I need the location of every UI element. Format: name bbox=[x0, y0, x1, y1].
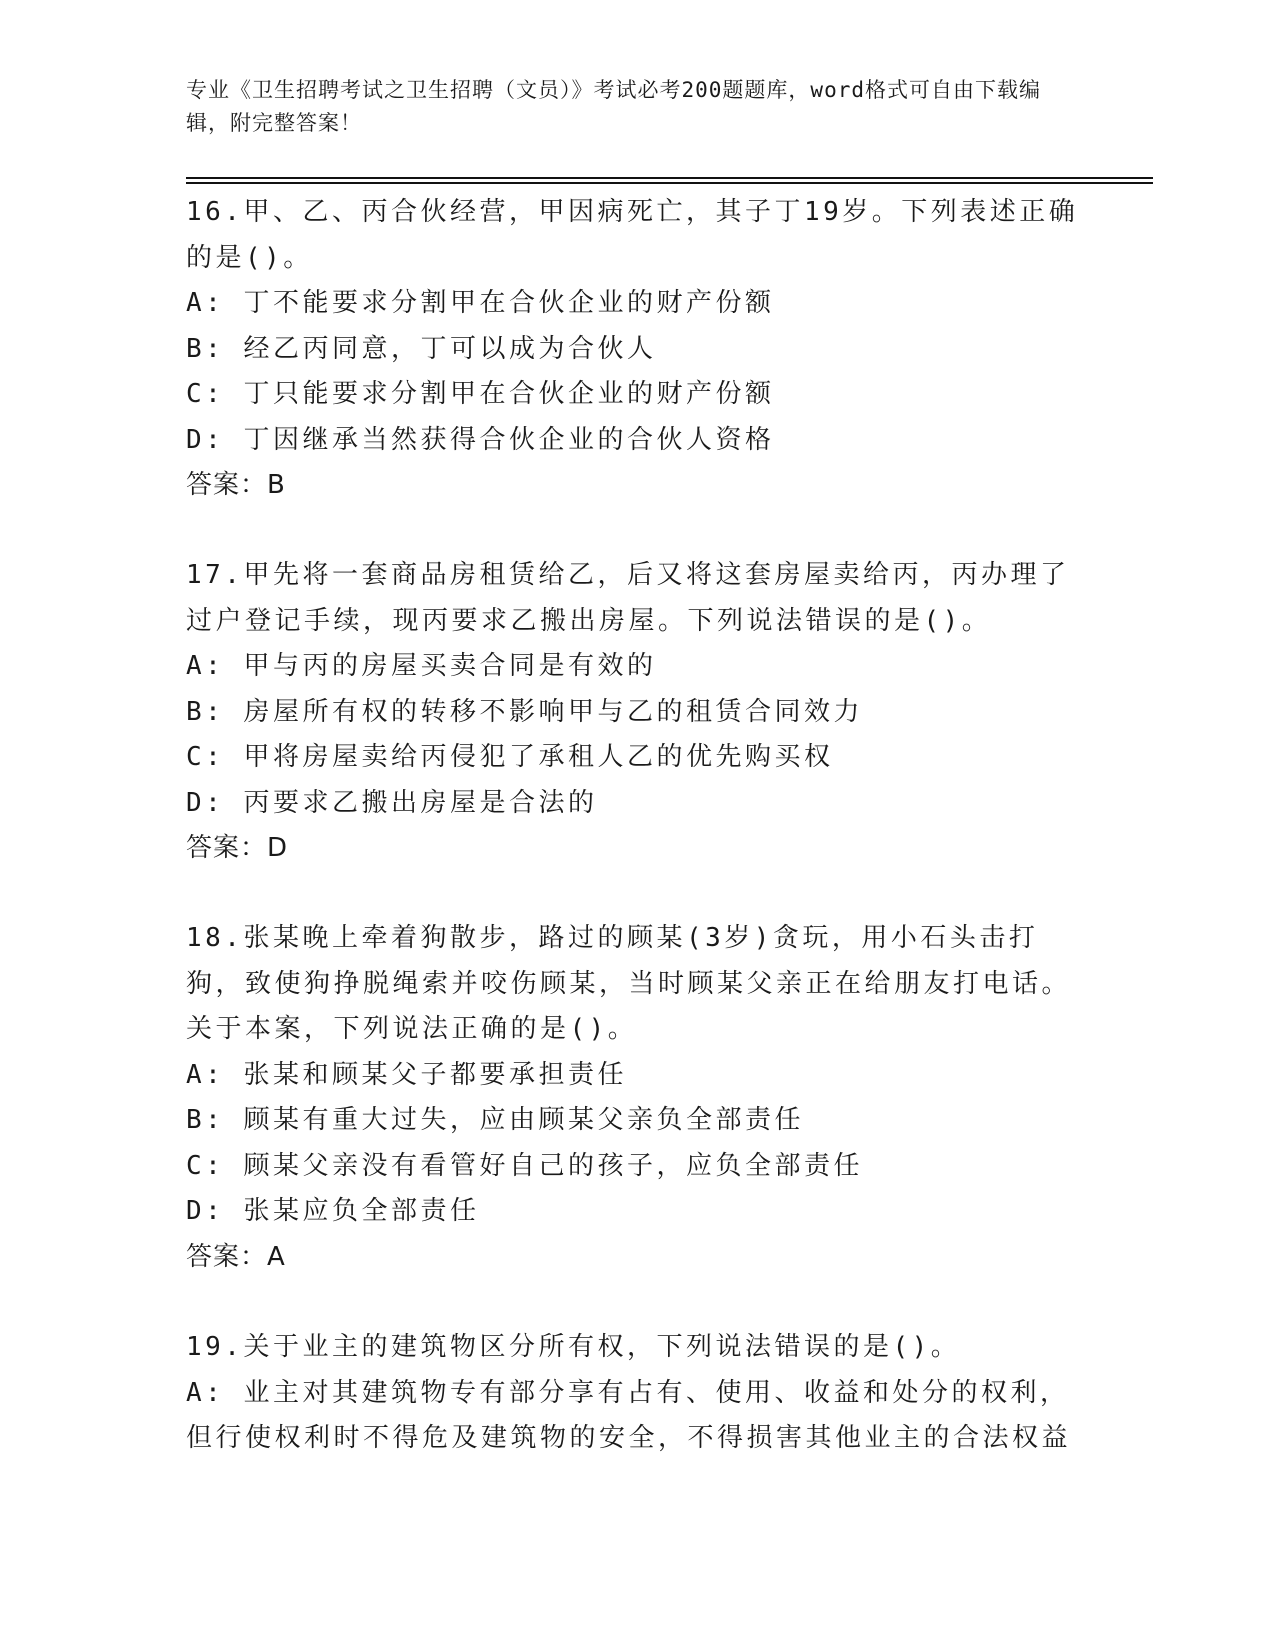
option-a: A: 丁不能要求分割甲在合伙企业的财产份额 bbox=[186, 288, 775, 318]
option-d: D: 张某应负全部责任 bbox=[186, 1196, 480, 1226]
answer-line: 答案：B bbox=[186, 470, 286, 500]
option-b: B: 顾某有重大过失，应由顾某父亲负全部责任 bbox=[186, 1105, 804, 1135]
option-a: A: 张某和顾某父子都要承担责任 bbox=[186, 1059, 627, 1090]
question-16 bbox=[186, 190, 1086, 509]
option-c: C: 甲将房屋卖给丙侵犯了承租人乙的优先购买权 bbox=[186, 742, 834, 772]
document-header: 专业《卫生招聘考试之卫生招聘（文员）》考试必考200题题库，word格式可自由下载编辑，附完整答案！ bbox=[186, 78, 1041, 135]
header-rule-top bbox=[186, 177, 1153, 179]
option-b: B: 经乙丙同意，丁可以成为合伙人 bbox=[186, 333, 657, 364]
answer-line: 答案：A bbox=[186, 1241, 286, 1272]
option-c: C: 顾某父亲没有看管好自己的孩子，应负全部责任 bbox=[186, 1150, 863, 1181]
question-stem: 18.张某晚上牵着狗散步，路过的顾某(3岁)贪玩，用小石头击打狗，致使狗挣脱绳索并咬伤顾某，当时顾某父亲正在给朋友打电话。关于本案，下列说法正确的是()。 bbox=[186, 923, 1072, 1044]
question-18 bbox=[186, 916, 1086, 1280]
question-stem: 17.甲先将一套商品房租赁给乙，后又将这套房屋卖给丙，丙办理了过户登记手续，现丙要求乙搬出房屋。下列说法错误的是()。 bbox=[186, 560, 1070, 636]
question-17 bbox=[186, 553, 1086, 872]
option-d: D: 丁因继承当然获得合伙企业的合伙人资格 bbox=[186, 424, 775, 455]
option-a: A: 业主对其建筑物专有部分享有占有、使用、收益和处分的权利，但行使权利时不得危及建筑物的安全，不得损害其他业主的合法权益 bbox=[186, 1377, 1072, 1453]
option-d: D: 丙要求乙搬出房屋是合法的 bbox=[186, 787, 598, 818]
question-19 bbox=[186, 1325, 1086, 1462]
question-stem: 19.关于业主的建筑物区分所有权，下列说法错误的是()。 bbox=[186, 1332, 961, 1362]
answer-line: 答案：D bbox=[186, 833, 289, 863]
option-c: C: 丁只能要求分割甲在合伙企业的财产份额 bbox=[186, 379, 775, 409]
option-b: B: 房屋所有权的转移不影响甲与乙的租赁合同效力 bbox=[186, 696, 863, 727]
option-a: A: 甲与丙的房屋买卖合同是有效的 bbox=[186, 651, 657, 681]
question-stem: 16.甲、乙、丙合伙经营，甲因病死亡，其子丁19岁。下列表述正确的是()。 bbox=[186, 197, 1079, 273]
header-rule-bottom bbox=[186, 182, 1153, 184]
